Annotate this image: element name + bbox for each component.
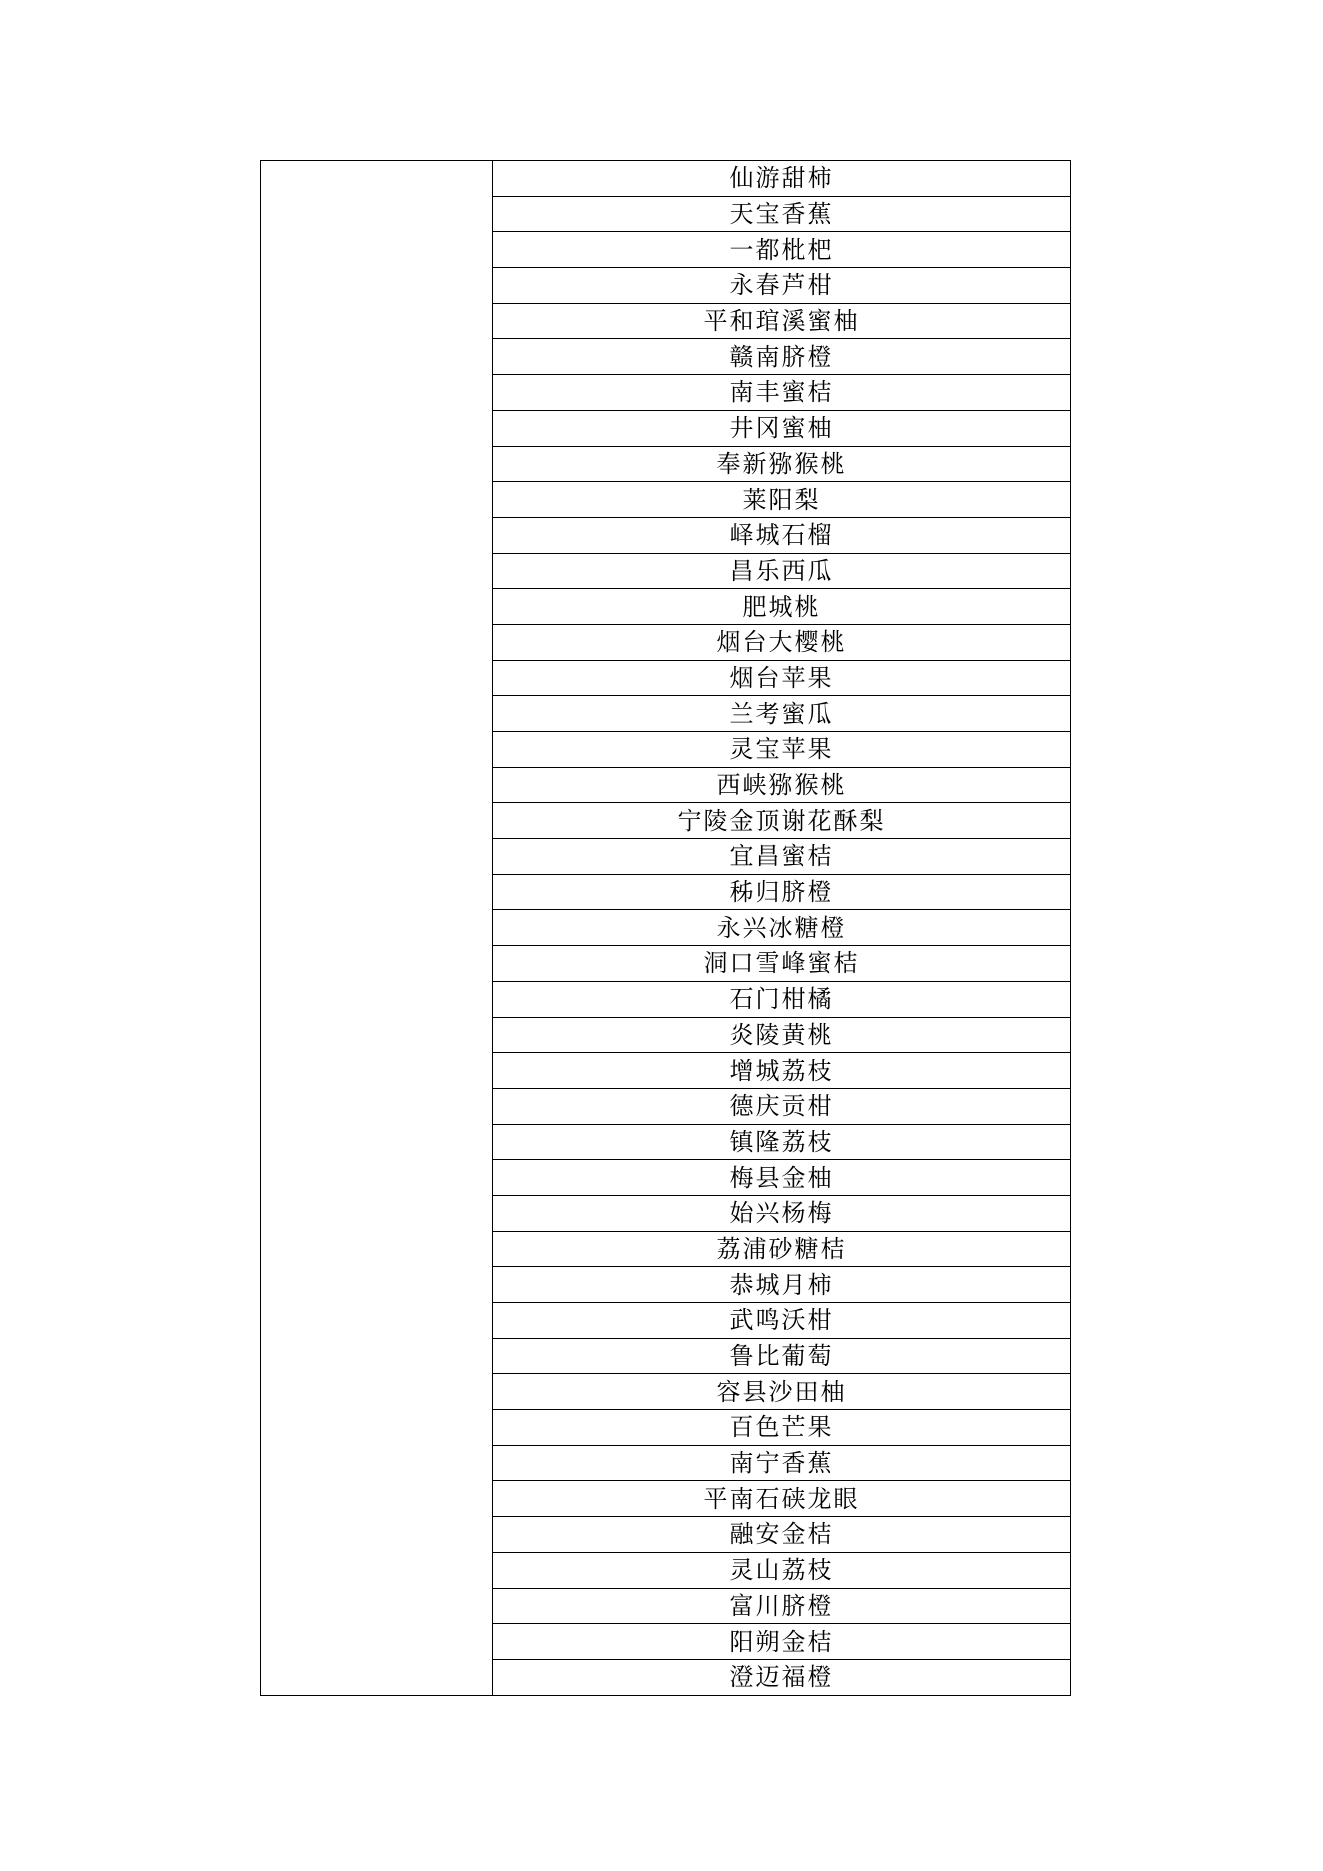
product-name-cell: 阳朔金桔 — [493, 1624, 1071, 1660]
product-name-cell: 兰考蜜瓜 — [493, 696, 1071, 732]
product-name-cell: 烟台苹果 — [493, 660, 1071, 696]
product-name-cell: 融安金桔 — [493, 1517, 1071, 1553]
product-name-cell: 梅县金柚 — [493, 1160, 1071, 1196]
product-name-cell: 洞口雪峰蜜桔 — [493, 946, 1071, 982]
left-merged-cell — [261, 161, 493, 1696]
table-body — [261, 161, 1071, 1696]
product-name-cell: 一都枇杷 — [493, 232, 1071, 268]
product-name-cell: 炎陵黄桃 — [493, 1017, 1071, 1053]
product-name-cell: 澄迈福橙 — [493, 1659, 1071, 1695]
product-name-cell: 石门柑橘 — [493, 981, 1071, 1017]
product-name-cell: 武鸣沃柑 — [493, 1303, 1071, 1339]
product-name-cell: 增城荔枝 — [493, 1053, 1071, 1089]
product-name-cell: 容县沙田柚 — [493, 1374, 1071, 1410]
product-name-cell: 鲁比葡萄 — [493, 1338, 1071, 1374]
product-name-cell: 百色芒果 — [493, 1410, 1071, 1446]
product-name-cell: 南宁香蕉 — [493, 1445, 1071, 1481]
product-name-cell: 恭城月柿 — [493, 1267, 1071, 1303]
product-name-cell: 烟台大樱桃 — [493, 624, 1071, 660]
product-name-cell: 平和琯溪蜜柚 — [493, 303, 1071, 339]
product-name-cell: 莱阳梨 — [493, 482, 1071, 518]
product-name-cell: 灵山荔枝 — [493, 1552, 1071, 1588]
product-name-cell: 奉新猕猴桃 — [493, 446, 1071, 482]
product-name-cell: 平南石硖龙眼 — [493, 1481, 1071, 1517]
product-name-cell: 富川脐橙 — [493, 1588, 1071, 1624]
product-name-cell: 峄城石榴 — [493, 517, 1071, 553]
product-name-cell: 西峡猕猴桃 — [493, 767, 1071, 803]
product-name-cell: 宁陵金顶谢花酥梨 — [493, 803, 1071, 839]
product-name-cell: 秭归脐橙 — [493, 874, 1071, 910]
product-name-cell: 赣南脐橙 — [493, 339, 1071, 375]
product-name-cell: 镇隆荔枝 — [493, 1124, 1071, 1160]
product-name-cell: 永兴冰糖橙 — [493, 910, 1071, 946]
product-name-cell: 仙游甜柿 — [493, 161, 1071, 197]
product-name-cell: 始兴杨梅 — [493, 1195, 1071, 1231]
product-name-cell: 天宝香蕉 — [493, 196, 1071, 232]
product-name-cell: 肥城桃 — [493, 589, 1071, 625]
product-name-cell: 灵宝苹果 — [493, 732, 1071, 768]
produce-table — [260, 160, 1071, 1696]
product-name-cell: 宜昌蜜桔 — [493, 839, 1071, 875]
product-name-cell: 昌乐西瓜 — [493, 553, 1071, 589]
product-name-cell: 永春芦柑 — [493, 268, 1071, 304]
table-row — [261, 161, 1071, 197]
product-name-cell: 德庆贡柑 — [493, 1088, 1071, 1124]
product-name-cell: 荔浦砂糖桔 — [493, 1231, 1071, 1267]
product-name-cell: 南丰蜜桔 — [493, 375, 1071, 411]
product-name-cell: 井冈蜜柚 — [493, 410, 1071, 446]
